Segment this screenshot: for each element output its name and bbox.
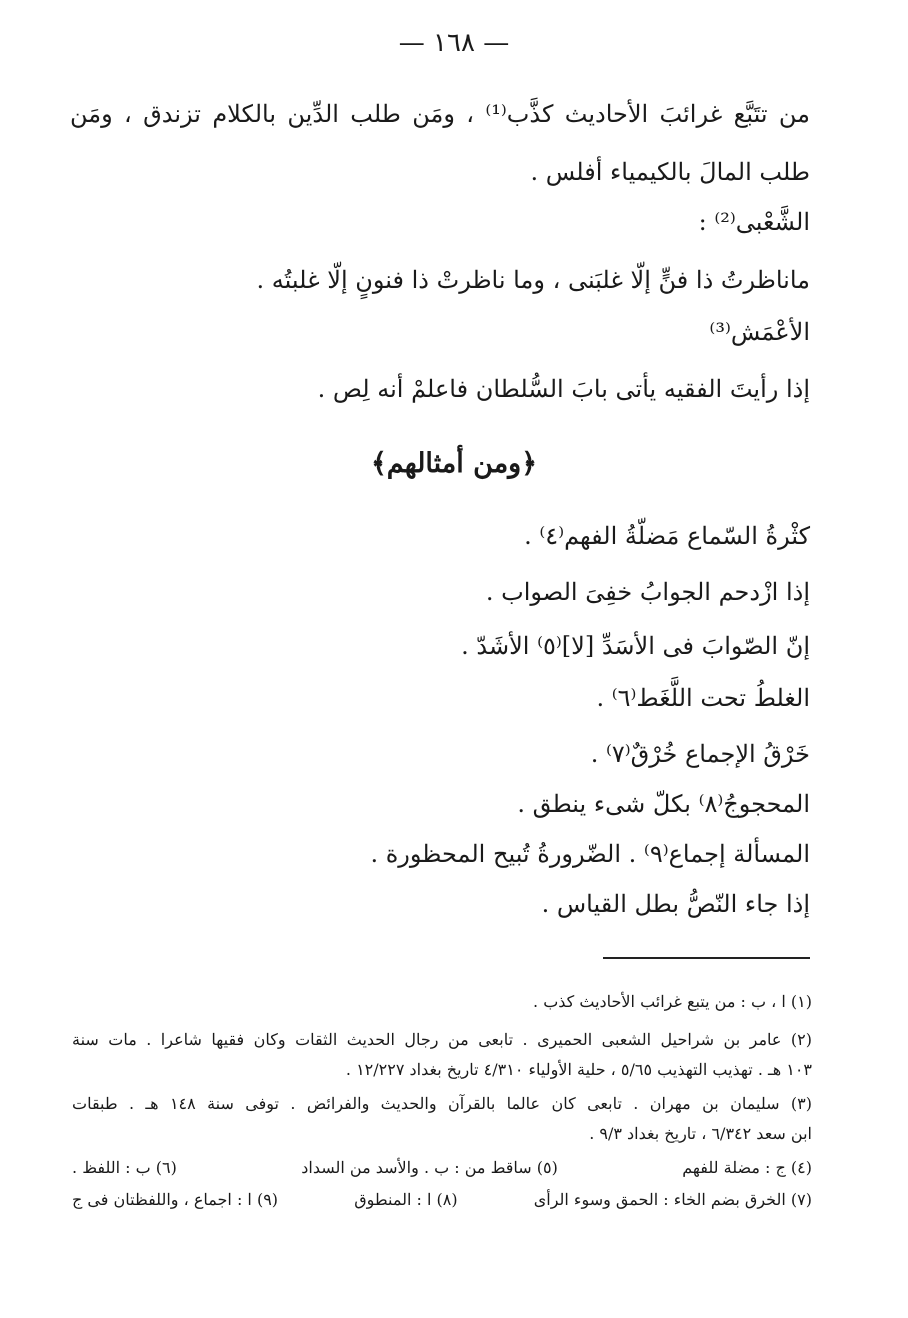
footnote-7: (٧) الخرق بضم الخاء : الحمق وسوء الرأى xyxy=(533,1190,812,1209)
footnote-5: (٥) ساقط من : ب . والأسد من السداد xyxy=(301,1158,558,1177)
speaker-shabi: الشَّعْبى⁽²⁾ : xyxy=(698,208,810,236)
text-line-2: طلب المالَ بالكيمياء أفلس . xyxy=(530,158,810,186)
text-line-6: إذا رأيتَ الفقيه يأتى بابَ السُّلطان فاعلمْ أنه لِص . xyxy=(317,375,810,403)
footnote-divider xyxy=(603,957,810,959)
footnote-3-line-2: ابن سعد ٦/٣٤٢ ، تاريخ بغداد ٩/٣ . xyxy=(589,1124,812,1143)
footnote-row-4-6 xyxy=(72,1158,812,1177)
proverb-1: كثْرةُ السّماع مَضلّةُ الفهم⁽٤⁾ . xyxy=(524,522,810,550)
footnote-2-line-1: (٢) عامر بن شراحيل الشعبى الحميرى . تابعى من رجال الحديث الثقات وكان فقيها شاعرا . مات سنة xyxy=(72,1030,812,1049)
proverb-3: إنّ الصّوابَ فى الأسَدِّ [لا]⁽٥⁾ الأشَدّ . xyxy=(461,632,810,660)
text-line-1: من تتَبَّع غرائبَ الأحاديث كذَّب⁽¹⁾ ، ومَن طلب الدِّين بالكلام تزندق ، ومَن xyxy=(70,100,811,128)
proverb-7: المسألة إجماع⁽٩⁾ . الضّرورةُ تُبيح المحظورة . xyxy=(370,840,810,868)
text-line-4: ماناظرتُ ذا فنٍّ إلّا غلبَنى ، وما ناظرتْ ذا فنونٍ إلّا غلبتُه . xyxy=(256,266,810,294)
footnote-9: (٩) ا : اجماع ، واللفظتان فى ج xyxy=(72,1190,279,1209)
footnote-4: (٤) ج : مضلة للفهم xyxy=(682,1158,812,1177)
proverb-2: إذا ازْدحم الجوابُ خفِىَ الصواب . xyxy=(485,578,810,606)
page-number: — ١٦٨ — xyxy=(398,28,510,58)
proverb-4: الغلطُ تحت اللَّغَط⁽٦⁾ . xyxy=(596,684,810,712)
footnote-6: (٦) ب : اللفظ . xyxy=(72,1158,177,1177)
proverb-5: خَرْقُ الإجماع خُرْقٌ⁽٧⁾ . xyxy=(590,740,810,768)
footnote-8: (٨) ا : المنطوق xyxy=(354,1190,458,1209)
proverb-6: المحجوجُ⁽٨⁾ بكلّ شىء ينطق . xyxy=(517,790,810,818)
footnote-row-7-9 xyxy=(72,1190,812,1209)
speaker-amash: الأعْمَش⁽³⁾ xyxy=(709,318,810,346)
section-heading: ﴿ومن أمثالهم﴾ xyxy=(370,448,538,479)
footnote-1: (١) ا ، ب : من يتبع غرائب الأحاديث كذب . xyxy=(533,992,812,1011)
proverb-8: إذا جاء النّصُّ بطل القياس . xyxy=(541,890,810,918)
footnote-2-line-2: ١٠٣ هـ . تهذيب التهذيب ٥/٦٥ ، حلية الأولياء ٤/٣١٠ تاريخ بغداد ١٢/٢٢٧ . xyxy=(345,1060,812,1079)
footnote-3-line-1: (٣) سليمان بن مهران . تابعى كان عالما بالقرآن والحديث والفرائض . توفى سنة ١٤٨ هـ . طبقات xyxy=(72,1094,812,1113)
